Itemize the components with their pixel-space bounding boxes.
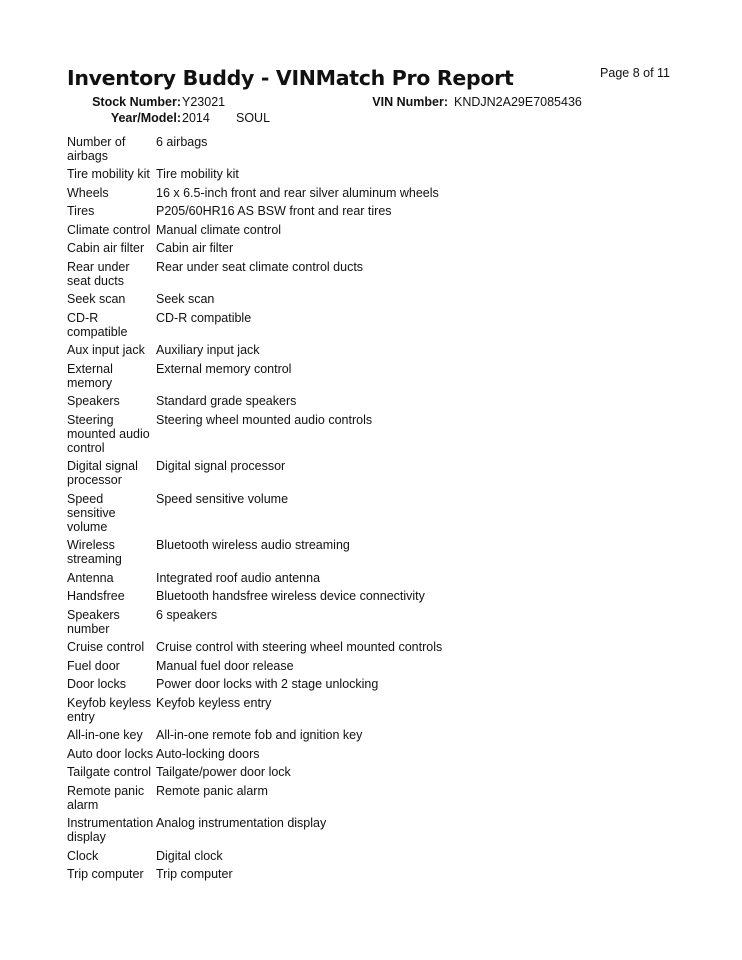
spec-row bbox=[65, 411, 442, 458]
spec-row bbox=[65, 203, 442, 222]
spec-label: Number of airbags bbox=[67, 134, 126, 163]
spec-row bbox=[65, 745, 442, 764]
spec-label: External memory bbox=[67, 361, 113, 390]
spec-label: Handsfree bbox=[67, 589, 125, 603]
spec-label: All-in-one key bbox=[67, 728, 143, 742]
spec-value: Digital clock bbox=[156, 848, 223, 863]
spec-value: All-in-one remote fob and ignition key bbox=[156, 728, 363, 742]
year-value: 2014 bbox=[182, 111, 210, 125]
spec-value: Bluetooth handsfree wireless device connectivity bbox=[156, 589, 425, 603]
spec-row bbox=[65, 240, 442, 259]
spec-row bbox=[65, 342, 442, 361]
spec-value: Speed sensitive volume bbox=[156, 491, 289, 506]
year-model-label: Year/Model: bbox=[110, 111, 181, 125]
spec-value: Standard grade speakers bbox=[156, 394, 297, 408]
spec-value: Power door locks with 2 stage unlocking bbox=[156, 677, 379, 691]
spec-label: Auto door locks bbox=[67, 746, 154, 761]
spec-value: Remote panic alarm bbox=[156, 783, 268, 798]
spec-row bbox=[65, 133, 442, 166]
spec-value: Manual climate control bbox=[156, 222, 282, 237]
spec-label: Tire mobility kit bbox=[67, 167, 150, 181]
spec-label: CD-R compatible bbox=[67, 310, 128, 339]
spec-table bbox=[65, 133, 442, 884]
spec-label: Trip computer bbox=[67, 867, 144, 881]
spec-label: Rear under seat ducts bbox=[67, 259, 130, 288]
spec-label: Wireless streaming bbox=[67, 538, 122, 566]
spec-value: Analog instrumentation display bbox=[156, 816, 327, 830]
spec-value: Cruise control with steering wheel mounted controls bbox=[156, 640, 443, 654]
spec-label: Seek scan bbox=[67, 292, 126, 306]
spec-row bbox=[65, 657, 442, 676]
spec-value: Cabin air filter bbox=[156, 241, 234, 255]
spec-label: Tailgate control bbox=[67, 765, 152, 779]
spec-row bbox=[65, 676, 442, 695]
spec-row bbox=[65, 639, 442, 658]
spec-row bbox=[65, 588, 442, 607]
spec-row bbox=[65, 847, 442, 866]
spec-label: Clock bbox=[67, 848, 99, 863]
spec-label: Antenna bbox=[67, 570, 114, 585]
spec-row bbox=[65, 569, 442, 588]
spec-row bbox=[65, 258, 442, 291]
spec-row bbox=[65, 221, 442, 240]
spec-row bbox=[65, 782, 442, 815]
spec-row bbox=[65, 184, 442, 203]
spec-row bbox=[65, 764, 442, 783]
spec-label: Keyfob keyless entry bbox=[67, 695, 152, 724]
spec-value: Manual fuel door release bbox=[156, 658, 294, 673]
spec-label: Climate control bbox=[67, 222, 151, 237]
spec-label: Tires bbox=[67, 204, 95, 218]
spec-value: Keyfob keyless entry bbox=[156, 695, 272, 710]
spec-row bbox=[65, 166, 442, 185]
spec-label: Remote panic alarm bbox=[67, 783, 145, 812]
report-title: Inventory Buddy - VINMatch Pro Report bbox=[67, 66, 514, 90]
spec-label: Instrumentation display bbox=[67, 816, 154, 844]
spec-value: Tailgate/power door lock bbox=[156, 765, 291, 779]
spec-value: Digital signal processor bbox=[156, 459, 286, 473]
spec-value: Integrated roof audio antenna bbox=[156, 570, 321, 585]
spec-value: External memory control bbox=[156, 361, 292, 376]
spec-label: Aux input jack bbox=[67, 343, 145, 357]
spec-row bbox=[65, 360, 442, 393]
spec-value: Seek scan bbox=[156, 292, 215, 306]
spec-label: Speakers number bbox=[67, 607, 120, 636]
page-number: Page 8 of 11 bbox=[600, 66, 670, 80]
spec-row bbox=[65, 490, 442, 537]
spec-value: Rear under seat climate control ducts bbox=[156, 259, 364, 274]
spec-row bbox=[65, 815, 442, 848]
spec-row bbox=[65, 606, 442, 639]
spec-row bbox=[65, 393, 442, 412]
spec-value: Steering wheel mounted audio controls bbox=[156, 412, 373, 427]
spec-row bbox=[65, 309, 442, 342]
stock-number-value: Y23021 bbox=[182, 95, 226, 109]
model-value: SOUL bbox=[236, 111, 271, 125]
spec-row bbox=[65, 727, 442, 746]
spec-row bbox=[65, 694, 442, 727]
spec-row bbox=[65, 458, 442, 491]
spec-value: Bluetooth wireless audio streaming bbox=[156, 538, 350, 552]
spec-value: 16 x 6.5-inch front and rear silver aluminum wheels bbox=[156, 185, 439, 200]
spec-label: Fuel door bbox=[67, 658, 120, 673]
spec-label: Steering mounted audio control bbox=[67, 412, 150, 455]
spec-value: P205/60HR16 AS BSW front and rear tires bbox=[156, 204, 392, 218]
spec-label: Speed sensitive volume bbox=[67, 491, 116, 534]
spec-label: Wheels bbox=[67, 185, 109, 200]
spec-label: Cruise control bbox=[67, 640, 145, 654]
spec-value: Auto-locking doors bbox=[156, 746, 260, 761]
spec-row bbox=[65, 537, 442, 570]
spec-value: Trip computer bbox=[156, 867, 233, 881]
spec-label: Digital signal processor bbox=[67, 459, 138, 487]
spec-row bbox=[65, 866, 442, 885]
spec-label: Speakers bbox=[67, 394, 120, 408]
spec-value: Auxiliary input jack bbox=[156, 343, 260, 357]
spec-value: 6 speakers bbox=[156, 607, 218, 622]
spec-value: 6 airbags bbox=[156, 134, 208, 149]
spec-value: Tire mobility kit bbox=[156, 167, 239, 181]
vin-number-label: VIN Number: bbox=[372, 95, 448, 109]
spec-value: CD-R compatible bbox=[156, 310, 252, 325]
spec-label: Door locks bbox=[67, 677, 127, 691]
spec-row bbox=[65, 291, 442, 310]
vin-number-value: KNDJN2A29E7085436 bbox=[454, 95, 582, 109]
stock-number-label: Stock Number: bbox=[92, 95, 181, 109]
spec-label: Cabin air filter bbox=[67, 241, 145, 255]
